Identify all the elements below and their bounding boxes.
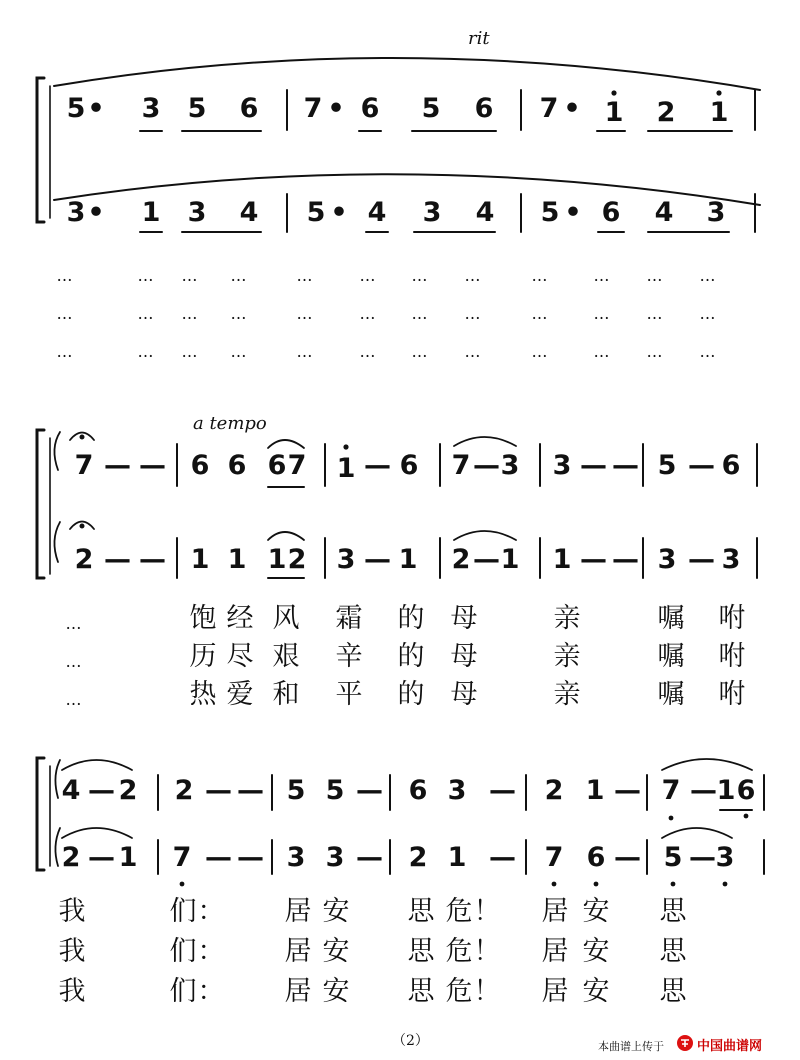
lyric-char: 嘱 <box>657 603 685 634</box>
note: 1 <box>398 544 418 575</box>
lyric-char: 危 <box>445 976 473 1007</box>
lyric-char: 母 <box>450 679 478 710</box>
ellipsis: … <box>464 342 482 361</box>
lyric-punct: ！ <box>473 976 501 1007</box>
note: 4 <box>239 197 259 228</box>
dash: — <box>205 842 232 873</box>
lyric-char: 风 <box>272 603 300 634</box>
lyric-char: 嘱 <box>657 679 685 710</box>
note: 2 <box>174 775 194 806</box>
ellipsis: … <box>593 266 611 285</box>
dot: • <box>87 93 105 124</box>
lyric-char: 亲 <box>553 641 581 672</box>
note: 3 <box>422 197 442 228</box>
lyric-char: 爱 <box>226 679 254 710</box>
lyric-char: 居 <box>541 896 569 927</box>
note: 4 <box>367 197 387 228</box>
note: 5 <box>306 197 326 228</box>
note: 3 <box>286 842 306 873</box>
ellipsis: … <box>137 342 155 361</box>
note: 6 <box>408 775 428 806</box>
dash: — <box>104 450 131 481</box>
note: 7 <box>74 450 94 481</box>
ellipsis: … <box>296 266 314 285</box>
ellipsis: … <box>464 304 482 323</box>
lyric-char: 安 <box>322 976 350 1007</box>
dot: • <box>564 197 582 228</box>
lyric-char: 思 <box>407 936 435 967</box>
ellipsis: … <box>56 342 74 361</box>
note: 5 <box>286 775 306 806</box>
lyric-char: 思 <box>659 976 687 1007</box>
system-bracket <box>37 78 44 222</box>
note: 1 <box>585 775 605 806</box>
lyric-char: 危 <box>445 896 473 927</box>
note: 1 <box>716 775 736 806</box>
dash: — <box>688 450 715 481</box>
site-logo-icon <box>676 1034 694 1052</box>
lyric-char: 安 <box>322 936 350 967</box>
dash: — <box>489 842 516 873</box>
site-name-link[interactable]: 中国曲谱网 <box>697 1039 763 1054</box>
note: 4 <box>654 197 674 228</box>
lyric-char: 我 <box>58 936 86 967</box>
note: 6 <box>601 197 621 228</box>
lyric-char: 亲 <box>553 603 581 634</box>
ellipsis: … <box>359 304 377 323</box>
dash: — <box>88 842 115 873</box>
lyric-char: 思 <box>407 896 435 927</box>
lyric-char: 霜 <box>335 603 363 634</box>
dash: — <box>690 775 717 806</box>
ellipsis: … <box>230 304 248 323</box>
note: 4 <box>61 775 81 806</box>
note: 3 <box>721 544 741 575</box>
dash: — <box>612 450 639 481</box>
note: 2 <box>656 97 676 128</box>
note: 1 <box>604 97 624 128</box>
a-tempo-mark: a tempo <box>193 413 267 434</box>
dash: — <box>473 544 500 575</box>
ellipsis: … <box>230 342 248 361</box>
dash: — <box>364 450 391 481</box>
phrase-slur <box>54 58 760 90</box>
ellipsis: … <box>699 266 717 285</box>
note: 3 <box>500 450 520 481</box>
note: 1 <box>336 453 356 484</box>
note: 1 <box>141 197 161 228</box>
dash: — <box>205 775 232 806</box>
note: 1 <box>552 544 572 575</box>
dash: — <box>688 544 715 575</box>
ellipsis: … <box>531 304 549 323</box>
dot: • <box>330 197 348 228</box>
dash: — <box>139 450 166 481</box>
lyric-char: 居 <box>284 976 312 1007</box>
lyric-char: 思 <box>659 896 687 927</box>
note: 1 <box>267 544 287 575</box>
system-bracket <box>37 758 44 870</box>
lyric-char: 的 <box>397 679 425 710</box>
ellipsis: … <box>411 342 429 361</box>
lyric-char: 咐 <box>718 603 746 634</box>
lyric-char: 平 <box>335 679 363 710</box>
ellipsis: … <box>230 266 248 285</box>
lyric-punct: ： <box>197 976 225 1007</box>
lyric-char: 思 <box>659 936 687 967</box>
lyric-char: 热 <box>189 679 217 710</box>
note: 5 <box>657 450 677 481</box>
note: 6 <box>190 450 210 481</box>
lyric-char: 们 <box>169 976 197 1007</box>
note: 5 <box>540 197 560 228</box>
dash: — <box>237 775 264 806</box>
note: 3 <box>706 197 726 228</box>
lyric-char: 居 <box>541 976 569 1007</box>
note: 1 <box>118 842 138 873</box>
dot: • <box>87 197 105 228</box>
note: 5 <box>66 93 86 124</box>
lyric-char: 居 <box>284 936 312 967</box>
rit-mark: rit <box>468 28 490 49</box>
ellipsis: … <box>296 304 314 323</box>
ellipsis: … <box>699 342 717 361</box>
lyric-char: 思 <box>407 976 435 1007</box>
ellipsis: … <box>411 266 429 285</box>
note: 6 <box>736 775 756 806</box>
note: 1 <box>190 544 210 575</box>
lyric-char: 咐 <box>718 679 746 710</box>
dash: — <box>237 842 264 873</box>
dash: — <box>580 450 607 481</box>
lyric-char: 亲 <box>553 679 581 710</box>
note: 2 <box>118 775 138 806</box>
lyric-ellipsis: … <box>65 690 83 709</box>
note: 7 <box>451 450 471 481</box>
dash: — <box>489 775 516 806</box>
dash: — <box>473 450 500 481</box>
dash: — <box>104 544 131 575</box>
dash: — <box>689 842 716 873</box>
ellipsis: … <box>531 342 549 361</box>
lyric-char: 安 <box>582 976 610 1007</box>
lyric-char: 母 <box>450 641 478 672</box>
note: 1 <box>709 97 729 128</box>
note: 3 <box>657 544 677 575</box>
lyric-char: 安 <box>322 896 350 927</box>
note: 4 <box>475 197 495 228</box>
note: 6 <box>360 93 380 124</box>
note: 3 <box>447 775 467 806</box>
lyric-char: 嘱 <box>657 641 685 672</box>
dot: • <box>563 93 581 124</box>
note: 3 <box>141 93 161 124</box>
note: 1 <box>500 544 520 575</box>
note: 6 <box>227 450 247 481</box>
note: 2 <box>408 842 428 873</box>
system-bracket <box>37 430 44 578</box>
note: 2 <box>61 842 81 873</box>
note: 5 <box>325 775 345 806</box>
note: 7 <box>303 93 323 124</box>
lyric-char: 危 <box>445 936 473 967</box>
note: 7 <box>172 842 192 873</box>
note: 3 <box>552 450 572 481</box>
note: 1 <box>447 842 467 873</box>
lyric-char: 我 <box>58 976 86 1007</box>
lyric-char: 和 <box>272 679 300 710</box>
lyric-char: 们 <box>169 896 197 927</box>
lyric-char: 艰 <box>272 641 300 672</box>
dash: — <box>614 775 641 806</box>
note: 7 <box>661 775 681 806</box>
note: 6 <box>586 842 606 873</box>
ellipsis: … <box>531 266 549 285</box>
ellipsis: … <box>181 304 199 323</box>
note: 2 <box>74 544 94 575</box>
upload-text: 本曲谱上传于 <box>598 1040 664 1053</box>
ellipsis: … <box>593 342 611 361</box>
ellipsis: … <box>359 342 377 361</box>
ellipsis: … <box>646 342 664 361</box>
ellipsis: … <box>699 304 717 323</box>
lyric-ellipsis: … <box>65 652 83 671</box>
note: 5 <box>663 842 683 873</box>
dash: — <box>356 842 383 873</box>
lyric-char: 咐 <box>718 641 746 672</box>
ellipsis: … <box>593 304 611 323</box>
dash: — <box>612 544 639 575</box>
lyric-char: 居 <box>541 936 569 967</box>
ellipsis: … <box>359 266 377 285</box>
ellipsis: … <box>464 266 482 285</box>
note: 3 <box>66 197 86 228</box>
note: 6 <box>267 450 287 481</box>
note: 5 <box>187 93 207 124</box>
note: 7 <box>539 93 559 124</box>
lyric-char: 历 <box>189 641 217 672</box>
lyric-char: 我 <box>58 896 86 927</box>
page-number: （2） <box>392 1033 429 1049</box>
note: 3 <box>187 197 207 228</box>
ellipsis: … <box>646 304 664 323</box>
dash: — <box>139 544 166 575</box>
dash: — <box>88 775 115 806</box>
dash: — <box>356 775 383 806</box>
ellipsis: … <box>56 266 74 285</box>
lyric-char: 尽 <box>226 641 254 672</box>
lyric-char: 的 <box>397 641 425 672</box>
lyric-ellipsis: … <box>65 614 83 633</box>
dot: • <box>327 93 345 124</box>
ellipsis: … <box>137 304 155 323</box>
note: 6 <box>474 93 494 124</box>
note: 7 <box>544 842 564 873</box>
lyric-punct: ： <box>197 936 225 967</box>
lyric-char: 安 <box>582 936 610 967</box>
dash: — <box>364 544 391 575</box>
note: 2 <box>287 544 307 575</box>
lyric-char: 经 <box>226 603 254 634</box>
note: 6 <box>239 93 259 124</box>
note: 3 <box>715 842 735 873</box>
note: 6 <box>399 450 419 481</box>
lyric-char: 辛 <box>335 641 363 672</box>
ellipsis: … <box>411 304 429 323</box>
ellipsis: … <box>181 266 199 285</box>
note: 2 <box>544 775 564 806</box>
note: 6 <box>721 450 741 481</box>
ellipsis: … <box>137 266 155 285</box>
note: 7 <box>287 450 307 481</box>
ellipsis: … <box>646 266 664 285</box>
ellipsis: … <box>296 342 314 361</box>
lyric-char: 的 <box>397 603 425 634</box>
lyric-char: 们 <box>169 936 197 967</box>
lyric-punct: ： <box>197 896 225 927</box>
lyric-char: 安 <box>582 896 610 927</box>
note: 3 <box>336 544 356 575</box>
dash: — <box>580 544 607 575</box>
lyric-char: 饱 <box>189 603 217 634</box>
lyric-punct: ！ <box>473 936 501 967</box>
lyric-char: 居 <box>284 896 312 927</box>
dash: — <box>614 842 641 873</box>
note: 3 <box>325 842 345 873</box>
note: 5 <box>421 93 441 124</box>
ellipsis: … <box>56 304 74 323</box>
note: 1 <box>227 544 247 575</box>
lyric-punct: ！ <box>473 896 501 927</box>
ellipsis: … <box>181 342 199 361</box>
lyric-char: 母 <box>450 603 478 634</box>
note: 2 <box>451 544 471 575</box>
